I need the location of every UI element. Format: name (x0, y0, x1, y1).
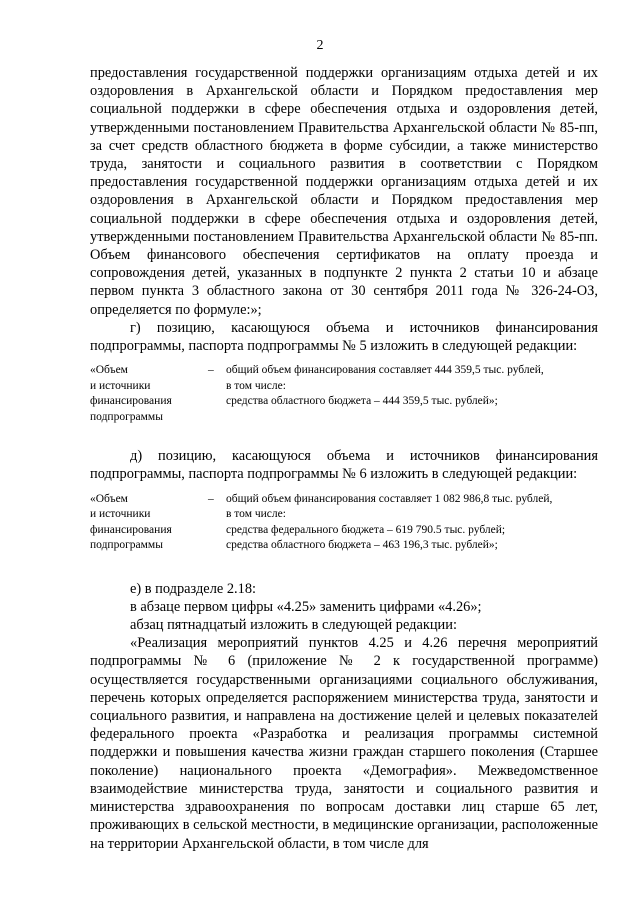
table-values: общий объем финансирования составляет 1 082 986,8 тыс. рублей, в том числе: средства федерального бюджета – 619 790.5 тыс. рублей; средства областного бюджета – 463 196,3 тыс. рублей»; (226, 492, 553, 552)
funding-table-subprogram-6 (90, 492, 598, 554)
table-label: «Объем и источники финансирования подпрограммы (90, 492, 172, 552)
funding-table-subprogram-5 (90, 363, 598, 425)
table-values: общий объем финансирования составляет 444 359,5 тыс. рублей, в том числе: средства областного бюджета – 444 359,5 тыс. рублей»; (226, 364, 544, 408)
paragraph-item-g: г) позицию, касающуюся объема и источников финансирования подпрограммы, паспорта подпрограммы № 5 изложить в следующей редакции: (90, 319, 598, 355)
paragraph-fifteenth-text: «Реализация мероприятий пунктов 4.25 и 4.26 перечня мероприятий подпрограммы № 6 (приложение № 2 к государственной программе) осуществляется государственными организациями социального обслуживания, перечень которых определяется распоряжением министерства труда, занятости и социального развития, и направлена на достижение целей и целевых показателей федерального проекта «Разработка и реализация программы системной поддержки и повышения качества жизни граждан старшего поколения (Старшее поколение) национального проекта «Демография». Межведомственное взаимодействие министерства труда, занятости и социального развития и министерства здравоохранения по вопросам доставки лиц старше 65 лет, проживающих в сельской местности, в медицинские организации, расположенные на территории Архангельской области, в том числе для (90, 635, 598, 852)
page-number: 2 (316, 38, 324, 53)
paragraph-item-d: д) позицию, касающуюся объема и источников финансирования подпрограммы, паспорта подпрограммы № 6 изложить в следующей редакции: (90, 448, 598, 483)
table-dash: – (208, 492, 214, 505)
table-dash: – (208, 364, 214, 377)
table-label: «Объем и источники финансирования подпрограммы (90, 364, 172, 423)
paragraph-item-e: е) в подразделе 2.18: (130, 580, 257, 597)
paragraph-fifteenth-intro: абзац пятнадцатый изложить в следующей редакции: (130, 617, 457, 634)
paragraph-continuation: предоставления государственной поддержки организациям отдыха детей и их оздоровления в Архангельской области и Порядком предоставления мер социальной поддержки в сфере обеспечения отдыха и оздоровления детей, утвержденными постановлением Правительства Архангельской области № 85-пп, за счет средств областного бюджета в форме субсидии, а также министерство труда, занятости и социального развития в соответствии с Порядком предоставления государственной поддержки организациям отдыха детей и их оздоровления в Архангельской области и Порядком предоставления мер социальной поддержки в сфере обеспечения отдыха и оздоровления детей, утвержденными постановлением Правительства Архангельской области № 85-пп. Объем финансового обеспечения сертификатов на оплату проезда и сопровождения детей, указанных в подпункте 2 пункта 2 статьи 10 и абзаце первом пункта 3 областного закона от 30 сентября 2011 года № 326-24-ОЗ, определяется по формуле:»; (90, 65, 598, 318)
paragraph-replace-digits: в абзаце первом цифры «4.25» заменить цифрами «4.26»; (130, 598, 482, 615)
document-body (90, 64, 598, 853)
